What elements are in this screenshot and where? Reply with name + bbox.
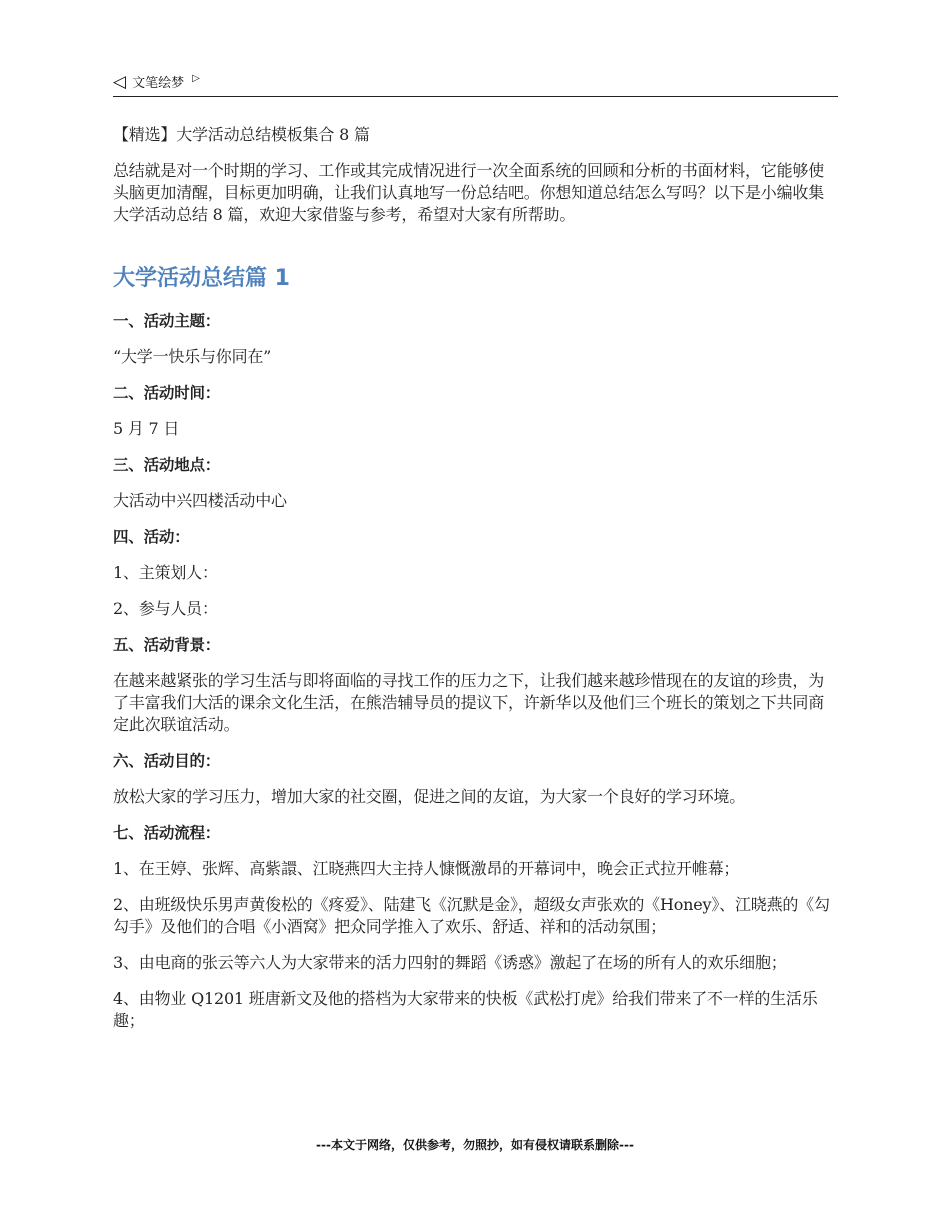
paragraph: 在越来越紧张的学习生活与即将面临的寻找工作的压力之下，让我们越来越珍惜现在的友谊的珍贵，为了丰富我们大活的课余文化生活，在熊浩辅导员的提议下，许新华以及他们三个班长的策划之下共同商定此次联谊活动。 [113,671,825,734]
document-body [113,124,838,1046]
subsection-heading: 三、活动地点： [113,456,221,474]
paragraph: 3、由电商的张云等六人为大家带来的活力四射的舞蹈《诱惑》激起了在场的所有人的欢乐细胞； [113,953,787,972]
subsection-heading: 六、活动目的： [113,752,221,770]
triangle-left-icon: ◁ [113,71,127,92]
paragraph: 5 月 7 日 [113,419,180,438]
paragraph: 2、由班级快乐男声黄俊松的《疼爱》、陆建飞《沉默是金》，超级女声张欢的《Honey》、江晓燕的《勾勾手》及他们的合唱《小酒窝》把众同学推入了欢乐、舒适、祥和的活动氛围； [113,895,830,936]
intro-paragraph: 总结就是对一个时期的学习、工作或其完成情况进行一次全面系统的回顾和分析的书面材料，它能够使头脑更加清醒，目标更加明确，让我们认真地写一份总结吧。你想知道总结怎么写吗？以下是小编收集大学活动总结 8 篇，欢迎大家借鉴与参考，希望对大家有所帮助。 [113,161,825,224]
paragraph: 4、由物业 Q1201 班唐新文及他的搭档为大家带来的快板《武松打虎》给我们带来了不一样的生活乐趣； [113,989,818,1030]
subsection-heading: 二、活动时间： [113,384,221,402]
subsection-heading: 五、活动背景： [113,636,221,654]
footer-notice: ---本文于网络，仅供参考，勿照抄，如有侵权请联系删除--- [316,1138,634,1152]
document-title: 【精选】大学活动总结模板集合 8 篇 [113,125,370,144]
paragraph: 1、主策划人： [113,563,218,582]
document-page [113,0,838,1230]
brand-logo [113,72,200,91]
content-blocks [113,310,838,1032]
paragraph: 1、在王婷、张辉、高紫譞、江晓燕四大主持人慷慨激昂的开幕词中，晚会正式拉开帷幕； [113,859,740,878]
subsection-heading: 一、活动主题： [113,312,221,330]
paragraph: 大活动中兴四楼活动中心 [113,491,287,510]
paragraph: “大学一快乐与你同在” [113,347,272,366]
page-header [113,72,838,97]
triangle-right-icon: ▷ [192,73,200,84]
paragraph: 2、参与人员： [113,599,218,618]
subsection-heading: 七、活动流程： [113,824,221,842]
paragraph: 放松大家的学习压力，增加大家的社交圈，促进之间的友谊，为大家一个良好的学习环境。 [113,787,746,806]
subsection-heading: 四、活动： [113,528,190,546]
section-heading: 大学活动总结篇 1 [113,266,290,291]
brand-name: 文笔绘梦 [132,76,185,91]
